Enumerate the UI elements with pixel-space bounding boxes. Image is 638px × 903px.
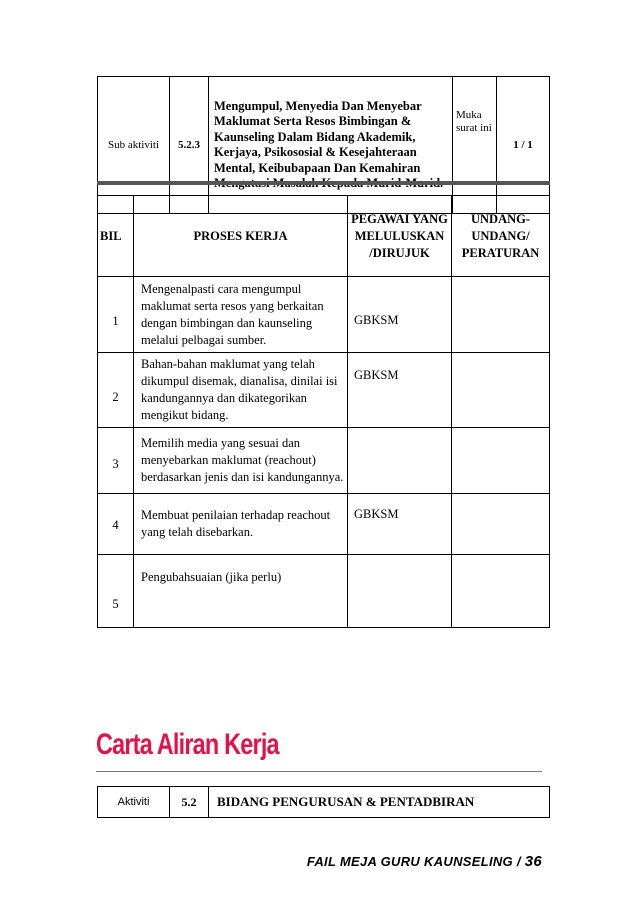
row-pegawai <box>348 428 452 494</box>
page-footer <box>307 853 542 870</box>
row-undang <box>452 277 550 353</box>
muka-surat-label: Muka surat ini <box>453 77 497 214</box>
row-pegawai: GBKSM <box>348 494 452 555</box>
row-proses: Mengenalpasti cara mengumpul maklumat serta resos yang berkaitan dengan bimbingan dan kaunseling melalui pelbagai sumber. <box>134 277 348 353</box>
table-row <box>98 277 550 353</box>
row-proses: Bahan-bahan maklumat yang telah dikumpul disemak, dianalisa, dinilai isi kandungannya dan dikategorikan mengikut bidang. <box>134 353 348 428</box>
table-row <box>98 494 550 555</box>
column-header-pegawai: PEGAWAI YANG MELULUSKAN /DIRUJUK <box>348 196 452 277</box>
row-bil: 4 <box>98 494 134 555</box>
row-bil: 1 <box>98 277 134 353</box>
row-bil: 5 <box>98 555 134 628</box>
table-row <box>98 353 550 428</box>
section-divider <box>96 771 542 772</box>
aktiviti-code: 5.2 <box>170 787 209 818</box>
column-header-bil: BIL <box>98 196 134 277</box>
page-count: 1 / 1 <box>497 77 550 214</box>
table-header-row <box>98 196 550 277</box>
sub-aktiviti-label: Sub aktiviti <box>98 77 170 214</box>
row-proses: Membuat penilaian terhadap reachout yang telah disebarkan. <box>134 494 348 555</box>
aktiviti-label: Aktiviti <box>98 787 170 818</box>
footer-page-number: 36 <box>524 853 542 870</box>
sub-aktiviti-code: 5.2.3 <box>170 77 209 214</box>
column-header-undang: UNDANG-UNDANG/ PERATURAN <box>452 196 550 277</box>
row-bil: 3 <box>98 428 134 494</box>
row-pegawai <box>348 555 452 628</box>
table-row <box>98 428 550 494</box>
row-bil: 2 <box>98 353 134 428</box>
footer-text: FAIL MEJA GURU KAUNSELING / <box>306 854 521 869</box>
aktiviti-title: BIDANG PENGURUSAN & PENTADBIRAN <box>209 787 550 818</box>
row-pegawai: GBKSM <box>348 353 452 428</box>
process-table <box>97 195 550 628</box>
row-undang <box>452 353 550 428</box>
column-header-proses: PROSES KERJA <box>134 196 348 277</box>
row-proses: Pengubahsuaian (jika perlu) <box>134 555 348 628</box>
row-undang <box>452 555 550 628</box>
row-proses: Memilih media yang sesuai dan menyebarkan maklumat (reachout) berdasarkan jenis dan isi kandungannya. <box>134 428 348 494</box>
row-undang <box>452 494 550 555</box>
section-title: Carta Aliran Kerja <box>96 728 279 761</box>
header-underline <box>97 181 550 185</box>
row-undang <box>452 428 550 494</box>
header-table <box>97 76 550 214</box>
row-pegawai: GBKSM <box>348 277 452 353</box>
aktiviti-table <box>97 786 550 818</box>
table-row <box>98 555 550 628</box>
sub-aktiviti-title: Mengumpul, Menyedia Dan Menyebar Maklumat Serta Resos Bimbingan & Kaunseling Dalam Bidang Akademik, Kerjaya, Psikososial & Kesejahteraan Mental, Keibubapaan Dan Kemahiran <box>209 77 453 214</box>
